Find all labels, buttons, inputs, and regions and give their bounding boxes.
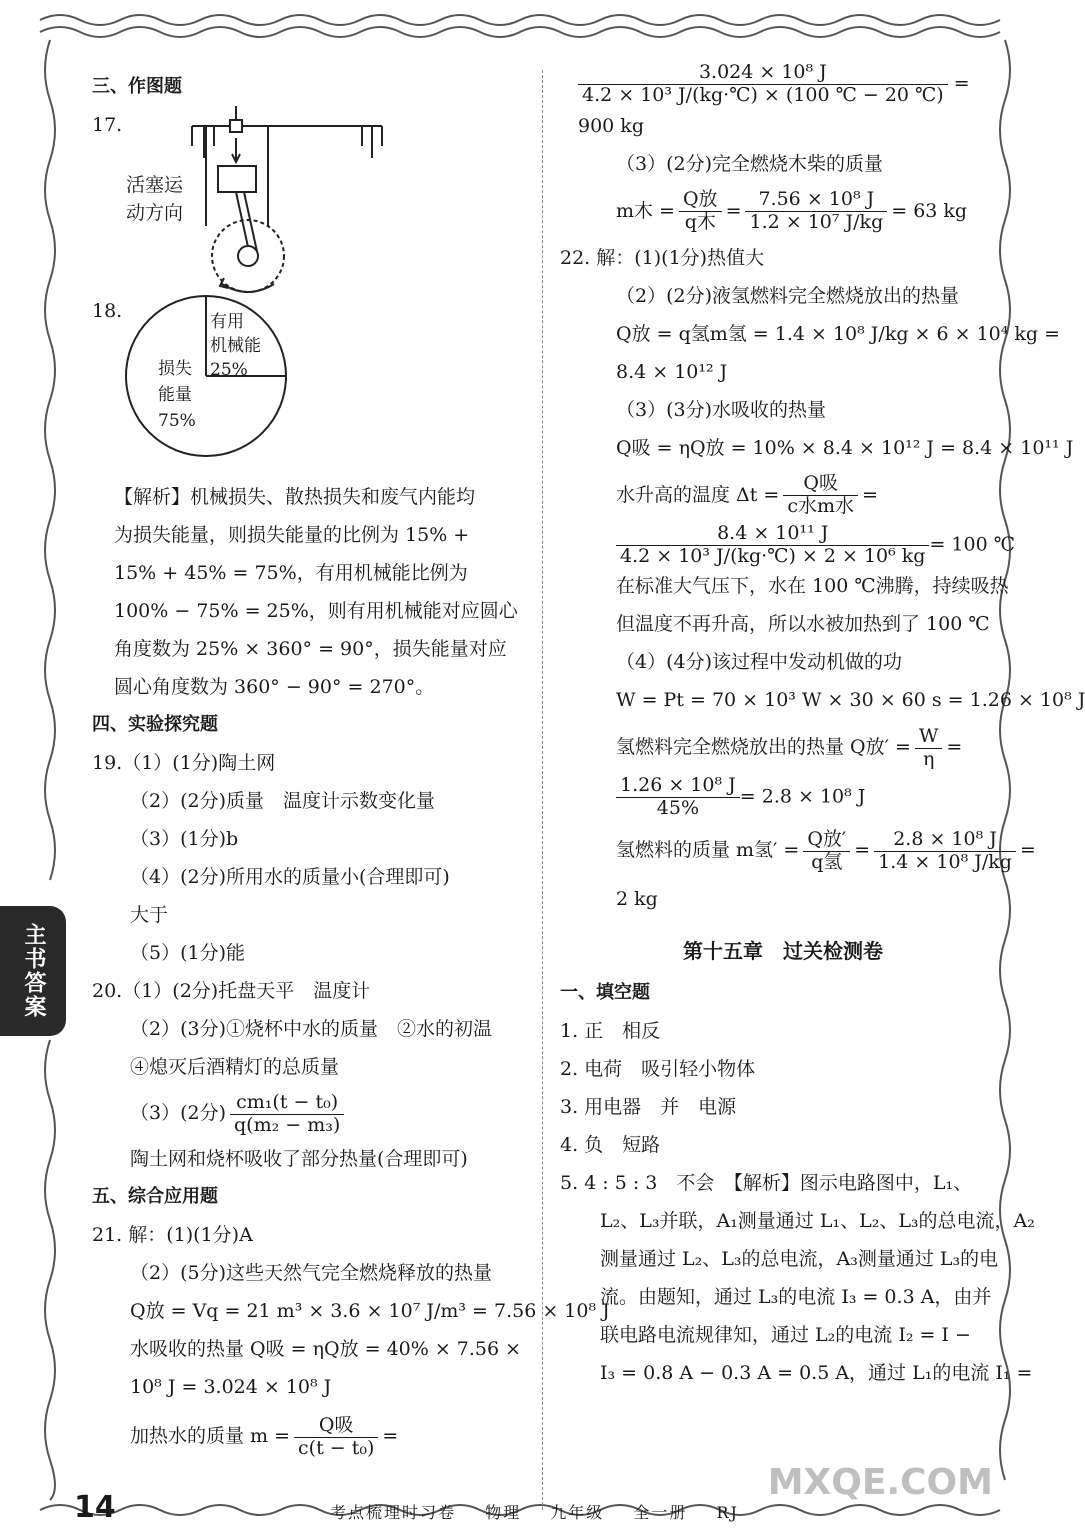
formula-text: = 100 ℃ [929, 533, 1015, 556]
answer-line [92, 1406, 522, 1466]
fraction-denominator: q木 [684, 211, 716, 234]
fraction-numerator: 3.024 × 10⁸ J [578, 62, 948, 85]
side-tab-label: 主书答案 [0, 906, 66, 1036]
question-number: 18. [92, 300, 123, 322]
fraction-denominator: q氢 [811, 850, 843, 873]
fraction [616, 523, 929, 568]
fraction-numerator: 2.8 × 10⁸ J [874, 829, 1016, 852]
answer-line: （3）(3分)水吸收的热量 [616, 398, 827, 421]
q17-figure [92, 106, 522, 292]
answer-line: 测量通过 L₂、L₃的总电流，A₃测量通过 L₃的电 [600, 1248, 999, 1271]
pie-label-loss: 损失 [158, 359, 192, 379]
answer-line: 10⁸ J = 3.024 × 10⁸ J [130, 1376, 332, 1398]
answer-line: 水吸收的热量 Q吸 = ηQ放 = 40% × 7.56 × [130, 1338, 522, 1360]
footer-item: RJ [716, 1503, 739, 1522]
formula-text: = 63 kg [891, 199, 968, 222]
answer-line: 大于 [130, 904, 169, 926]
footer-item: 九年级 [550, 1503, 605, 1522]
pie-label-loss: 能量 [158, 385, 192, 405]
fraction [874, 829, 1016, 874]
answer-line: 2. 电荷 吸引轻小物体 [560, 1058, 756, 1081]
section-heading: 四、实验探究题 [92, 714, 218, 735]
formula-text: 加热水的质量 m = [130, 1425, 291, 1447]
section-heading: 一、填空题 [560, 982, 650, 1004]
answer-line [92, 1086, 522, 1140]
fraction-denominator: 1.4 × 10⁸ J/kg [878, 850, 1012, 873]
fraction-denominator: c(t − t₀) [298, 1436, 375, 1459]
answer-line: 21. 解：(1)(1分)A [92, 1224, 253, 1246]
answer-line: （3）(2分)完全燃烧木柴的质量 [616, 152, 884, 175]
answer-line: I₃ = 0.8 A − 0.3 A = 0.5 A，通过 L₁的电流 I₁ = [600, 1362, 1033, 1385]
pie-value-loss: 75% [158, 411, 196, 431]
right-column [560, 61, 1085, 1392]
answer-line: 2 kg [616, 888, 658, 911]
fraction [230, 1092, 344, 1137]
answer-line: （5）(1分)能 [130, 942, 246, 964]
analysis-line: 圆心角度数为 360° − 90° = 270°。 [114, 676, 435, 698]
footer-item: 全一册 [633, 1503, 688, 1522]
analysis-line: 为损失能量，则损失能量的比例为 15% + [114, 524, 470, 546]
answer-line: （2）(3分)①烧杯中水的质量 ②水的初温 [130, 1018, 493, 1040]
piston-engine-diagram [192, 106, 392, 292]
chapter-title: 第十五章 过关检测卷 [683, 939, 883, 964]
fraction-numerator: 1.26 × 10⁸ J [616, 775, 740, 798]
formula-line: 氢燃料的质量 m氢′ = $\frac{\text{Q放′}}{\text{q氢}}$ = $\frac{\text{2.8 × 10⁸ J}}{\text{1.4 × 10⁸ J/kg}}$ = [616, 827, 1036, 873]
fraction-numerator: Q放 [679, 189, 722, 212]
fraction [783, 473, 858, 518]
answer-line: 在标准大气压下，水在 100 ℃沸腾，持续吸热 [616, 575, 1009, 598]
formula-text: 氢燃料完全燃烧放出的热量 Q放′ = [616, 736, 911, 759]
fraction-numerator: Q放′ [803, 829, 850, 852]
question-number: 17. [92, 114, 123, 136]
formula-text: = [953, 72, 970, 95]
fraction-denominator: q(m₂ − m₃) [234, 1113, 341, 1136]
fraction-denominator: 4.2 × 10³ J/(kg·℃) × 2 × 10⁶ kg [620, 544, 926, 567]
figure-label: 动方向 [126, 202, 184, 224]
answer-line: 19.（1）(1分)陶土网 [92, 752, 276, 774]
analysis-line: 角度数为 25% × 360° = 90°，损失能量对应 [114, 638, 507, 660]
fraction-numerator: 8.4 × 10¹¹ J [616, 523, 929, 546]
fraction-denominator: c水m水 [787, 495, 855, 518]
answer-line: 联电路电流规律知，通过 L₂的电流 I₂ = I − [600, 1324, 971, 1347]
formula-line [578, 62, 988, 107]
formula-line [578, 775, 988, 820]
answer-line: 20.（1）(2分)托盘天平 温度计 [92, 980, 371, 1002]
watermark: MXQE.COM [767, 1462, 993, 1503]
analysis-line: 15% + 45% = 75%，有用机械能比例为 [114, 562, 468, 584]
figure-label: 活塞运 [126, 174, 184, 196]
answer-line: Q放 = Vq = 21 m³ × 3.6 × 10⁷ J/m³ = 7.56 × 10⁸ J [130, 1300, 610, 1322]
formula-text: = 2.8 × 10⁸ J [739, 785, 866, 808]
formula-text: 氢燃料的质量 m氢′ = [616, 839, 800, 862]
fraction-numerator: 7.56 × 10⁸ J [745, 189, 887, 212]
analysis-line: 【解析】机械损失、散热损失和废气内能均 [114, 486, 476, 508]
answer-line: 陶土网和烧杯吸收了部分热量(合理即可) [130, 1148, 468, 1170]
formula-line: m木 = $\frac{\text{Q放}}{\text{q木}}$ = $\frac{\text{7.56 × 10⁸ J}}{\text{1.2 × 10⁷ J/kg}}$ = 63 kg [616, 188, 968, 234]
fraction [745, 189, 887, 234]
fraction-numerator: cm₁(t − t₀) [230, 1092, 344, 1115]
pie-value-useful: 25% [210, 360, 248, 380]
formula-text: = [382, 1425, 399, 1447]
answer-line: L₂、L₃并联，A₁测量通过 L₁、L₂、L₃的总电流，A₂ [600, 1210, 1035, 1233]
formula-text: = [1019, 839, 1036, 862]
formula-line [578, 467, 988, 523]
section-heading: 三、作图题 [92, 76, 182, 97]
fraction-numerator: Q吸 [783, 473, 858, 496]
footer-item: 物理 [485, 1503, 522, 1522]
fraction-denominator: 1.2 × 10⁷ J/kg [749, 211, 884, 234]
answer-line: Q吸 = ηQ放 = 10% × 8.4 × 10¹² J = 8.4 × 10¹¹ J [616, 436, 1074, 459]
answer-line: 4. 负 短路 [560, 1134, 661, 1157]
fraction-denominator: 45% [656, 797, 699, 820]
page-number: 14 [74, 1490, 116, 1525]
fraction [616, 775, 740, 820]
answer-line: 22. 解：(1)(1分)热值大 [560, 246, 765, 269]
answer-line: （3）(1分)b [130, 828, 239, 850]
fraction-numerator: Q吸 [294, 1415, 378, 1438]
answer-line: 1. 正 相反 [560, 1020, 661, 1043]
footer [330, 1500, 761, 1523]
answer-prefix: （3）(2分) [130, 1102, 227, 1124]
answer-line: 但温度不再升高，所以水被加热到了 100 ℃ [616, 613, 990, 636]
fraction [294, 1415, 378, 1460]
q18-figure [92, 292, 522, 478]
fraction [803, 829, 850, 874]
answer-line: 5. 4 : 5 : 3 不会 【解析】图示电路图中，L₁、 [560, 1172, 973, 1195]
footer-item: 考点梳理时习卷 [330, 1503, 457, 1522]
answer-line: 3. 用电器 并 电源 [560, 1096, 737, 1119]
formula-text: 水升高的温度 Δt = [616, 483, 780, 506]
answer-line: W = Pt = 70 × 10³ W × 30 × 60 s = 1.26 × 10⁸ J [616, 689, 1085, 712]
fraction [679, 189, 722, 234]
answer-line: （4）(2分)所用水的质量小(合理即可) [130, 866, 450, 888]
fraction-denominator: η [922, 747, 935, 770]
answer-line: （4）(4分)该过程中发动机做的功 [616, 651, 903, 674]
fraction-denominator: 4.2 × 10³ J/(kg·℃) × (100 ℃ − 20 ℃) [582, 83, 944, 106]
fraction [915, 726, 943, 771]
answer-line: 8.4 × 10¹² J [616, 360, 728, 383]
answer-line: ④熄灭后酒精灯的总质量 [130, 1056, 340, 1078]
fraction [578, 62, 948, 107]
pie-label-useful: 机械能 [210, 336, 261, 356]
pie-label-useful: 有用 [210, 312, 244, 332]
section-heading: 五、综合应用题 [92, 1186, 218, 1207]
fraction-numerator: W [915, 726, 943, 749]
formula-text: m木 = [616, 199, 675, 222]
answer-line: （2）(5分)这些天然气完全燃烧释放的热量 [130, 1262, 493, 1284]
formula-line [578, 521, 1015, 568]
answer-line: 流。由题知，通过 L₃的电流 I₃ = 0.3 A，由并 [600, 1286, 992, 1309]
answer-line: （2）(2分)液氢燃料完全燃烧放出的热量 [616, 284, 960, 307]
answer-line: （2）(2分)质量 温度计示数变化量 [130, 790, 436, 812]
answer-line: 900 kg [578, 114, 644, 137]
formula-line [578, 719, 988, 775]
formula-text: = [946, 736, 963, 759]
formula-text: = [862, 483, 878, 506]
energy-pie-chart [124, 294, 288, 458]
analysis-line: 100% − 75% = 25%，则有用机械能对应圆心 [114, 600, 518, 622]
answer-line: Q放 = q氢m氢 = 1.4 × 10⁸ J/kg × 6 × 10⁴ kg = [616, 322, 1061, 345]
